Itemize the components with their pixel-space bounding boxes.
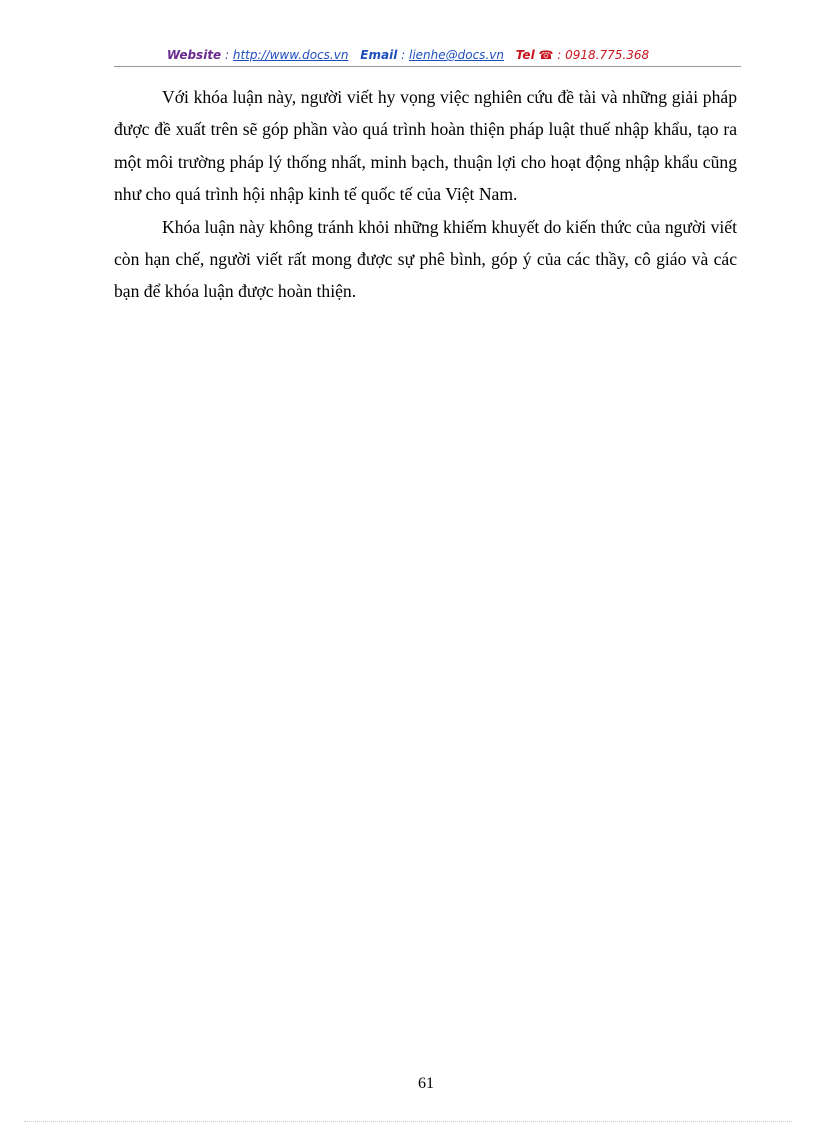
body-text bbox=[114, 81, 737, 308]
header-divider bbox=[114, 66, 741, 67]
tel-number: 0918.775.368 bbox=[565, 48, 650, 62]
email-link[interactable]: lienhe@docs.vn bbox=[408, 48, 504, 62]
website-label: Website bbox=[166, 48, 222, 62]
tel-label: Tel bbox=[515, 48, 535, 62]
tel-separator: : bbox=[553, 48, 566, 62]
email-label: Email bbox=[360, 48, 398, 62]
phone-icon: ☎ bbox=[538, 48, 554, 62]
page-header bbox=[0, 46, 816, 64]
footer-divider bbox=[24, 1121, 792, 1122]
page-number: 61 bbox=[418, 1075, 434, 1092]
paragraph: Với khóa luận này, người viết hy vọng việc nghiên cứu đề tài và những giải pháp được đề xuất trên sẽ góp phần vào quá trình hoàn thiện pháp luật thuế nhập khẩu, tạo ra một môi trường pháp lý thống nhất, minh bạch, thuận lợi cho hoạt động nhập khẩu cũng như cho quá trình hội nhập kinh tế quốc tế của Việt Nam. bbox=[114, 87, 737, 205]
paragraph: Khóa luận này không tránh khỏi những khiếm khuyết do kiến thức của người viết còn hạn chế, người viết rất mong được sự phê bình, góp ý của các thầy, cô giáo và các bạn để khóa luận được hoàn thiện. bbox=[114, 216, 737, 302]
email-separator: : bbox=[397, 48, 409, 62]
website-link[interactable]: http://www.docs.vn bbox=[232, 48, 349, 62]
website-separator: : bbox=[221, 48, 233, 62]
